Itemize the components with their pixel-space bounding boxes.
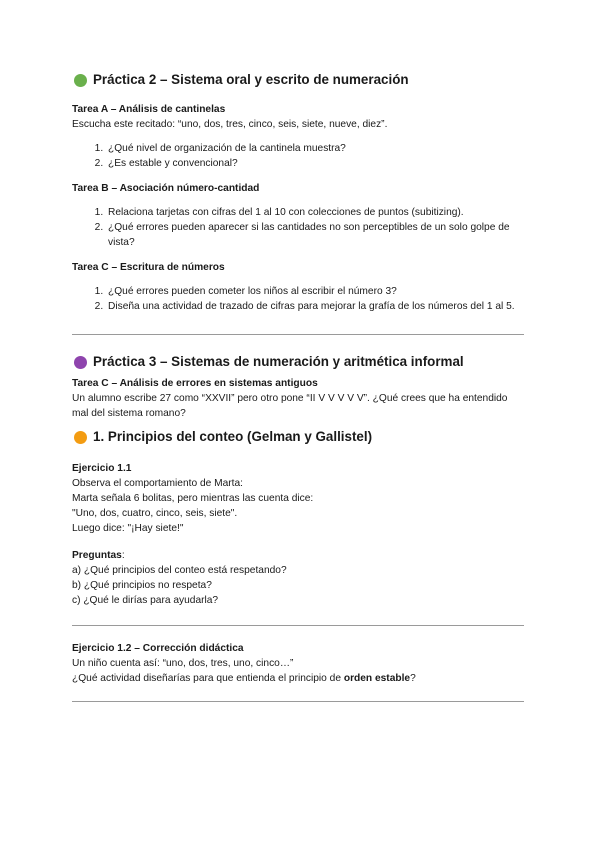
- ejercicio-1-2-title: Ejercicio 1.2 – Corrección didáctica: [72, 643, 244, 654]
- divider: [72, 701, 524, 702]
- ej12-line2: [72, 671, 524, 686]
- tarea-a-list: [72, 141, 524, 171]
- ej11-line: Luego dice: "¡Hay siete!": [72, 523, 184, 534]
- list-item: 2. ¿Qué errores pueden aparecer si las cantidades no son perceptibles de un solo golpe de vista?: [106, 220, 524, 250]
- ej12-line2-end: ?: [410, 673, 416, 684]
- tarea-a-title: Tarea A – Análisis de cantinelas: [72, 104, 226, 115]
- ej11-line: "Uno, dos, cuatro, cinco, seis, siete".: [72, 508, 238, 519]
- ej12-line2-text: ¿Qué actividad diseñarías para que entienda el principio de: [72, 673, 344, 684]
- preguntas-label: Preguntas: [72, 550, 122, 561]
- green-circle-icon: [74, 74, 87, 87]
- practica2-heading: [72, 70, 524, 90]
- ej12-line1: Un niño cuenta así: “uno, dos, tres, uno, cinco…”: [72, 658, 294, 669]
- practica2-title: Práctica 2 – Sistema oral y escrito de numeración: [93, 72, 409, 87]
- principios-title: 1. Principios del conteo (Gelman y Gallistel): [93, 429, 373, 444]
- pregunta-item: a) ¿Qué principios del conteo está respetando?: [72, 565, 287, 576]
- practica3-title: Práctica 3 – Sistemas de numeración y aritmética informal: [93, 354, 464, 369]
- list-item: 2. ¿Es estable y convencional?: [106, 156, 524, 171]
- practica3-heading: [72, 352, 524, 372]
- orange-circle-icon: [74, 431, 87, 444]
- pregunta-item: c) ¿Qué le dirías para ayudarla?: [72, 595, 219, 606]
- document-page: [72, 70, 524, 702]
- orden-estable-emphasis: orden estable: [343, 673, 411, 684]
- preguntas-heading: [72, 548, 524, 563]
- pregunta-item: b) ¿Qué principios no respeta?: [72, 580, 212, 591]
- list-item: 1. ¿Qué nivel de organización de la cantinela muestra?: [106, 141, 524, 156]
- p3-tarea-c-title: Tarea C – Análisis de errores en sistemas antiguos: [72, 378, 318, 389]
- tarea-c-list: [72, 284, 524, 314]
- list-item: 2. Diseña una actividad de trazado de cifras para mejorar la grafía de los números del 1 al 5.: [106, 299, 524, 314]
- tarea-a-text: Escucha este recitado: “uno, dos, tres, cinco, seis, siete, nueve, diez”.: [72, 119, 388, 130]
- p3-tarea-c-text: Un alumno escribe 27 como “XXVII” pero otro pone “II V V V V V”. ¿Qué crees que ha entendido mal del sistema romano?: [72, 393, 508, 419]
- preguntas-colon: :: [121, 550, 125, 561]
- list-item: 1. Relaciona tarjetas con cifras del 1 al 10 con colecciones de puntos (subitizing).: [106, 205, 524, 220]
- ej11-line: Marta señala 6 bolitas, pero mientras las cuenta dice:: [72, 493, 314, 504]
- principios-heading: [72, 427, 524, 447]
- list-item: 1. ¿Qué errores pueden cometer los niños al escribir el número 3?: [106, 284, 524, 299]
- purple-circle-icon: [74, 356, 87, 369]
- tarea-b-list: [72, 205, 524, 250]
- tarea-c-title: Tarea C – Escritura de números: [72, 262, 225, 273]
- ejercicio-1-1-title: Ejercicio 1.1: [72, 463, 132, 474]
- ej11-line: Observa el comportamiento de Marta:: [72, 478, 243, 489]
- tarea-b-title: Tarea B – Asociación número-cantidad: [72, 183, 260, 194]
